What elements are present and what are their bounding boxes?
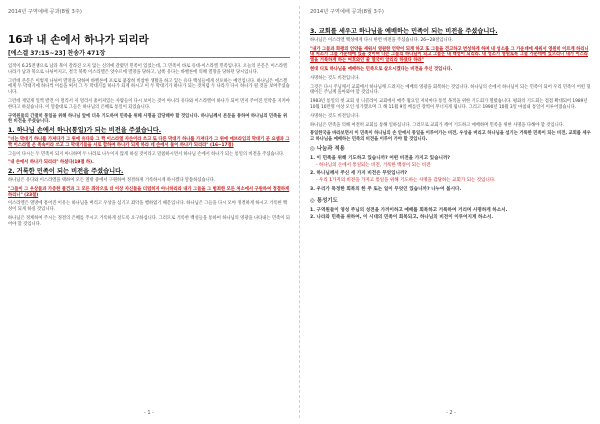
- lead-paragraph: 구역원들의 간절히 통일을 위해 하나님 앞에 더욱 기도하며 민족을 위해 사명을 감당해야 할 것입니다. 하나님께서 본문을 통하여 하나님의 민족을 위한 비전을 주셨습니다.: [8, 113, 288, 125]
- title-rule: [8, 57, 290, 58]
- section-1-body: 그들이 다시는 두 민족이 되지 아니하며 두 나라로 나누이지 않게 하실 것이라고 말씀하시면서 하나님 손에서 하나가 되는 통일의 비전을 주셨습니다.: [8, 151, 285, 157]
- section-3-paragraph-3: 그것은 다시 주님께서 교회에서 하나님께 드려지는 예배의 영광을 회복하는 것입니다. 하나님의 손에서 하나님이 되는 민족이 되어 우리 민족이 어떤 형태이든 주님께 돌아와야 할 것입니다.: [310, 84, 591, 96]
- prayer-title: 통성기도: [316, 197, 338, 204]
- section-1-extra: "내 손에서 하나가 되리라" 하셨다(19절 하).: [8, 160, 94, 166]
- scripture-reference: [에스겔 37:15~23] 찬송가 471장: [8, 50, 106, 57]
- page-divider: [299, 6, 300, 418]
- circle-bullet-icon: ◎: [310, 197, 315, 204]
- apply-question-1: 1. 이 민족을 위해 기도하고 있습니까? 어떤 비전을 가지고 있습니까?: [310, 155, 451, 161]
- page-header: 2014년 구역예배 공과(8월 3주): [8, 9, 82, 15]
- section-2-body: 하나님은 유다와 이스라엘을 택하여 모든 열방 중에서 구원하여 정결하게 거룩하시게 하시겠다 말씀하셨습니다.: [8, 177, 216, 183]
- section-3-quote: "내가 그들과 화평의 언약을 세워서 영원한 언약이 되게 하고 또 그들을 견고하고 번성하게 하며 내 성소를 그 가운데에 세워서 영원히 이르게 하리니 내 처소가 그들 가운데에 있을 것이며 나는 그들의 하나님이 되고 그들은 내 백성이 되리라. 내 성소가 영원토록 그들 가운데에 있으리니 내가 이스라엘을 거룩하게 하는 여호와인 줄 열국이 알리라 하셨다 하라": [310, 46, 589, 64]
- section-3-paragraph-6: 하나님은 민족을 의해 여전히 교회를 통해 일하십니다. 그러므로 교회가 깨어 기도하고 예배하며 민족을 위한 사명을 다해야 할 것입니다.: [310, 122, 565, 128]
- intro-paragraph-3: 그런데 재밌게 일찍 발견 이 멀리서 저 멀리서 흩어져있는 사람들이 다시 보이는 것이 아니라 유다와 이스라엘이 하나가 되어 먼저 주어진 언약을 지켜야 한다고 하셨습니다. 이 말씀대로 그들은 하나님의 은혜로 통일이 되었습니다.: [8, 98, 290, 110]
- section-2-title: 2. 거룩한 민족이 되는 비전을 주셨습니다.: [8, 168, 124, 176]
- section-2-body-2: 이스라엘은 열방에 흩어진 이유는 하나님을 버리고 우상을 섬기고 죄악을 행하였기 때문입니다. 하나님은 그들을 다시 모아 정결하게 하시고 거룩한 백성이 되게 하실 것입니다.: [8, 201, 288, 213]
- prayer-item-1: 1. 구역원들이 영성 주님의 성전을 가까이하고 예배를 회복하고 거룩하여 거리며 사명하게 하소서.: [310, 207, 508, 213]
- section-3-paragraph-7: 통일한국을 바라보면서 이 민족이 하나님의 손 안에서 통일을 이루어가는 비전, 우상을 버리고 하나님을 섬기는 거룩한 민족이 되는 비전, 교회를 세우고 하나님을 예배하는 민족의 비전을 이루어 가야 할 것입니다.: [310, 131, 591, 143]
- section-3-intro: 하나님은 이스라엘 백성에게 다시 한번 비전을 주셨습니다. 26~28절입니다.: [310, 37, 454, 43]
- section-2-quote: "그들이 그 우상들과 가증한 물건과 그 모든 죄악으로 더 이상 자신들을 더럽히지 아니하리라 내가 그들을 그 범죄한 모든 처소에서 구원하여 정결하게 하리니" (23절): [8, 186, 290, 198]
- apply-title: 나눔과 적용: [316, 145, 345, 152]
- page-number: - 1 -: [144, 410, 154, 416]
- apply-question-3: 3. 우리가 특정한 회복의 한 주 또는 일이 무엇인 있습니까? 나누어 봅시다.: [310, 186, 462, 192]
- section-1-quote: "너는 막대기 하나를 가져다가 그 위에 유다와 그 짝 이스라엘 자손이라 쓰고 또 다른 막대기 하나를 가져다가 그 위에 에브라임의 막대기 곧 요셉과 그 짝 이스라엘 온 족속이라 쓰고 그 막대기들을 서로 합하여 하나가 되게 하라 네 손에서 둘이 하나가 되리라" (16~17절): [8, 136, 290, 148]
- apply-answer-2: - 우리 1가지의 비전을 가지고 통일을 위해 기도하는 사명을 감당하는 교회가 되는 것입니다.: [316, 178, 496, 184]
- lesson-title: 16과 내 손에서 하나가 되리라: [8, 34, 149, 46]
- left-content: [8, 64, 290, 231]
- section-3-body: 현대 디토 하나님을 예배하는 민족으로 살으시겠다는 비전을 주신 것입니다.: [310, 66, 453, 72]
- apply-heading: [310, 147, 592, 153]
- left-page: [8, 8, 290, 416]
- intro-paragraph-2: 그런데 본문은 이렇게 나뉘어 멸망을 당하여 바벨론에 포로로 붙잡혀 비참한 생활을 하고 있는 유다 백성들에게 선포하는 예언입니다. 하나님은 에스겔에게 두 막대기에 하나씩 이름을 써서 그 두 막대기를 하나가 되게 하시고 이 두 막대기가 하나가 되는 것처럼 두 나라가 다시 하나가 될 것을 보여주셨습니다.: [8, 78, 290, 96]
- apply-answer-1: - 하나님의 손에서 통일되는 비전, 거룩한 백성이 되는 비전: [316, 162, 431, 168]
- prayer-heading: [310, 199, 592, 205]
- section-3-paragraph-5: 사명하는 것도 비전입니다.: [310, 113, 360, 119]
- section-3-paragraph-4: 1983년 통일의 첫 교회 성 니콜라이 교회에서 매주 월요일 저녁마다 통일 목적을 위한 기도회가 열렸습니다. 평화의 기도회는 점점 확대되어 1989년 10월 10만명 이상 모인 성가했으며 그 해 11월 9일 베를린 장벽이 무너지게 됩니다. 그리고 1990년 10월 3일 마침내 통일이 이루어졌습니다.: [310, 99, 588, 110]
- section-3-title: 3. 교회를 세우고 하나님을 예배하는 민족이 되는 비전을 주셨습니다.: [310, 28, 498, 35]
- circle-bullet-icon: ◎: [310, 145, 315, 152]
- section-2-body-3: 하나님은 정케하여 주시는 정결의 은혜를 주시고 거룩하게 살도록 요구하십니다. 그러므로 거룩한 백성들을 통하여 하나님의 영광을 나타내는 민족이 되어야 할 것입니다.: [8, 215, 290, 227]
- intro-paragraph-1: 입적이 6.25전쟁으로 남과 북이 갈라진 오지 않는 신의에 갈렸던 민족이 있었는데, 그 민족이 바로 유대-이스라엘 민족입니다. 오늘의 본문은 이스라엘나라가 남과 북으로 나뉘어지고, 결국 북쪽 이스라엘은 앗수르에 멸망을 당하고, 남쪽 유다는 바벨론에 의해 멸망을 당하던 당시입니다.: [8, 64, 288, 75]
- right-page: [310, 8, 592, 416]
- right-content: [310, 26, 592, 222]
- apply-question-2: 2. 하나님께서 주신 세 가지 비전은 무엇입니까?: [310, 171, 408, 177]
- section-3-paragraph-2: 사명하는 것도 비전입니다.: [310, 75, 360, 81]
- page-header: 2014년 구역예배 공과(8월 3주): [310, 9, 384, 15]
- prayer-item-2: 2. 나라와 민족을 위하여, 이 시대의 민족이 회복되고, 하나님의 비전이 이루어지게 하소서.: [310, 215, 494, 221]
- page-number: - 2 -: [446, 410, 456, 416]
- section-1-title: 1. 하나님 손에서 하나(통일)가 되는 비전을 주셨습니다.: [8, 127, 162, 135]
